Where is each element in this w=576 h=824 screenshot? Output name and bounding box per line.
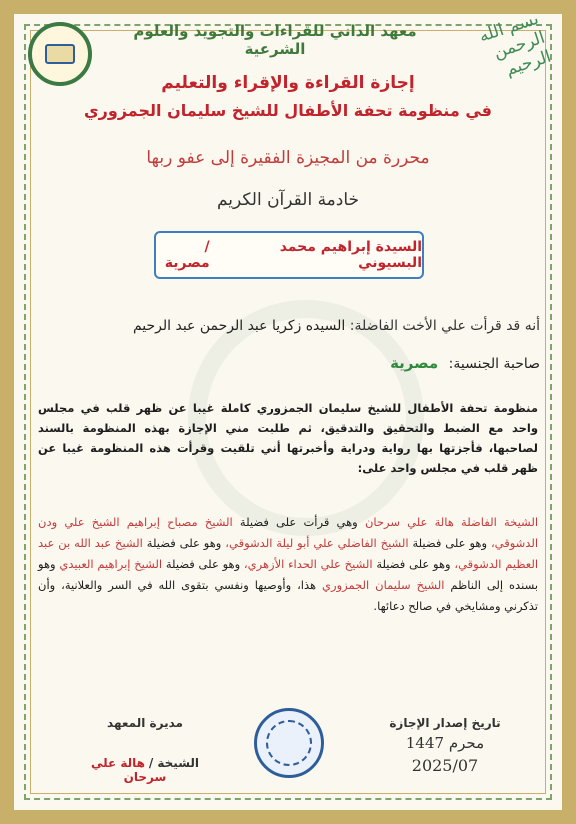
book-icon (45, 44, 75, 64)
nationality-value: مصرية (390, 354, 439, 372)
director-signature (70, 756, 220, 784)
issue-date-label: تاريخ إصدار الإجازة (389, 716, 501, 730)
certificate-subtitle: محررة من المجيزة الفقيرة إلى عفو ربها (146, 148, 430, 168)
chain-link: وهو على فضيلة (412, 536, 488, 550)
chain-teacher: الشيخ سليمان الجمزوري (322, 578, 445, 592)
institute-name: معهد الداني للقراءات والتجويد والعلوم الشرعية (133, 22, 417, 58)
chain-teacher: الشيخ علي الحداء الأزهري، (243, 557, 373, 571)
gregorian-date: 2025/07 (411, 756, 479, 775)
nationality-line (40, 354, 540, 372)
chain-of-narration (38, 512, 538, 617)
recital-line (40, 318, 540, 334)
chain-link: وهو بسنده إلى الناظم (38, 557, 539, 592)
chain-teacher: الشيخ الفاضلي علي أبو ليلة الدشوقي، (225, 536, 409, 550)
seal-inner-ring (266, 720, 312, 766)
director-name: هالة علي سرحان (90, 756, 167, 784)
chain-teacher: الشيخ إبراهيم العبيدي (59, 557, 163, 571)
recipient-name-box (154, 231, 424, 279)
recital-name: السيده زكريا عبد الرحمن عبد الرحيم (132, 318, 346, 334)
director-prefix: الشيخة / (148, 756, 200, 770)
chain-link: وهو على فضيلة (165, 557, 241, 571)
recipient-name: السيدة إبراهيم محمد البسيوني (279, 239, 422, 271)
director-label: مديرة المعهد (107, 716, 183, 730)
certificate-title-line2: في منظومة تحفة الأطفال للشيخ سليمان الجمزوري (84, 101, 492, 120)
institute-seal-icon (254, 708, 324, 778)
nationality-label: صاحبة الجنسية: (448, 356, 540, 372)
basmala-text: بسم الله الرحمن الرحيم (476, 8, 554, 81)
director-block (70, 716, 220, 784)
issue-date-block (380, 716, 510, 775)
servant-title: خادمة القرآن الكريم (216, 190, 360, 210)
chain-teacher: الشيخ مصباح إبراهيم الشيخ علي ودن الدشوقي، (38, 515, 539, 550)
body-paragraph: منظومة تحفة الأطفال للشيخ سليمان الجمزوري كاملة غيبا عن ظهر قلب في مجلس واحد مع الضبط والتحقيق والتدقيق، ثم طلبت مني الإجازة بهذه المنظومة بالسند لصاحبها، فأجزتها بها رواية ودراية وأخبرتها أني تلقيت وقرأت هذه المنظومة غيبا عن ظهر قلب في مجلس واحد على: (38, 401, 538, 475)
chain-link: وهو على فضيلة (146, 536, 222, 550)
chain-end: هذا، (297, 578, 317, 592)
chain-teacher: الشيخ عبد الله بن عبد العظيم الدشوقي، (38, 536, 539, 571)
closing-text: وأوصيها ونفسي بتقوى الله في السر والعلانية، وأن تذكرني ومشايخي في صالح دعائها. (38, 578, 538, 613)
basmala-calligraphy-icon (476, 8, 554, 81)
recipient-nationality: / مصرية (164, 239, 210, 271)
recital-prefix: أنه قد قرأت علي الأخت الفاضلة: (349, 318, 540, 334)
chain-link: وهي قرأت على فضيلة (239, 515, 358, 529)
chain-teacher: الشيخة الفاضلة هالة علي سرحان (364, 515, 539, 529)
hijri-date: محرم 1447 (405, 734, 485, 752)
chain-link: وهو على فضيلة (376, 557, 451, 571)
certificate-title: إجازة القراءة والإقراء والتعليم (161, 73, 415, 93)
